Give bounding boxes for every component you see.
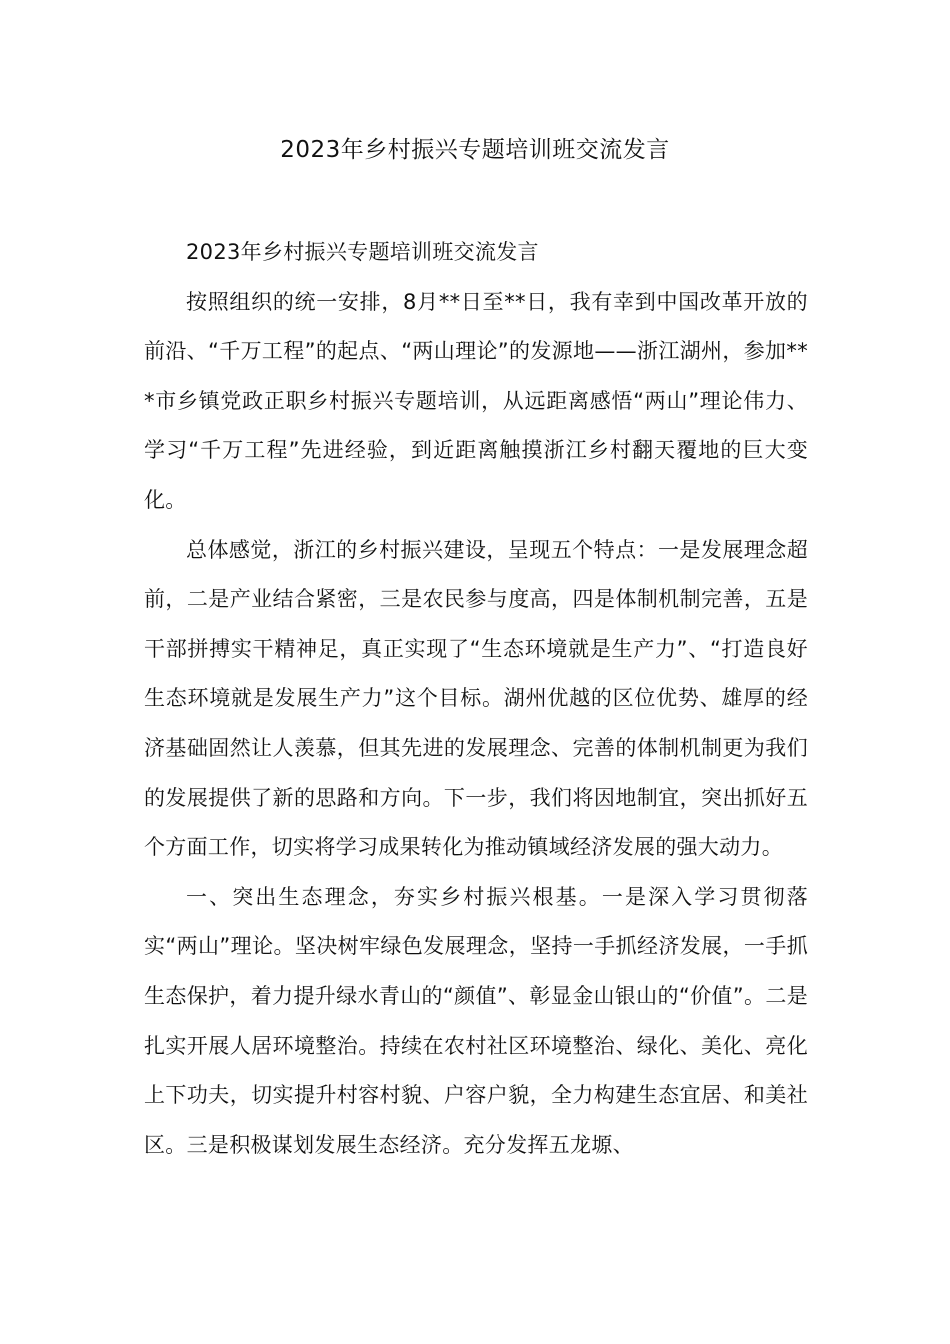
document-body <box>144 228 808 1170</box>
body-paragraph: 按照组织的统一安排，8月**日至**日，我有幸到中国改革开放的前沿、“千万工程”的起点、“两山理论”的发源地——浙江湖州，参加***市乡镇党政正职乡村振兴专题培训，从远距离感悟“两山”理论伟力、学习“千万工程”先进经验，到近距离触摸浙江乡村翻天覆地的巨大变化。 <box>144 289 808 512</box>
subtitle-paragraph: 2023年乡村振兴专题培训班交流发言 <box>186 240 539 264</box>
body-paragraph: 总体感觉，浙江的乡村振兴建设，呈现五个特点：一是发展理念超前，二是产业结合紧密，三是农民参与度高，四是体制机制完善，五是干部拼搏实干精神足，真正实现了“生态环境就是生产力”、“打造良好生态环境就是发展生产力”这个目标。湖州优越的区位优势、雄厚的经济基础固然让人羡慕，但其先进的发展理念、完善的体制机制更为我们的发展提供了新的思路和方向。下一步，我们将因地制宜，突出抓好五个方面工作，切实将学习成果转化为推动镇域经济发展的强大动力。 <box>144 537 808 860</box>
body-paragraph: 一、突出生态理念，夯实乡村振兴根基。一是深入学习贯彻落实“两山”理论。坚决树牢绿色发展理念，坚持一手抓经济发展，一手抓生态保护，着力提升绿水青山的“颜值”、彰显金山银山的“价值”。二是扎实开展人居环境整治。持续在农村社区环境整治、绿化、美化、亮化上下功夫，切实提升村容村貌、户容户貌，全力构建生态宜居、和美社区。三是积极谋划发展生态经济。充分发挥五龙塬、 <box>144 884 808 1157</box>
document-title: 2023年乡村振兴专题培训班交流发言 <box>280 137 670 163</box>
